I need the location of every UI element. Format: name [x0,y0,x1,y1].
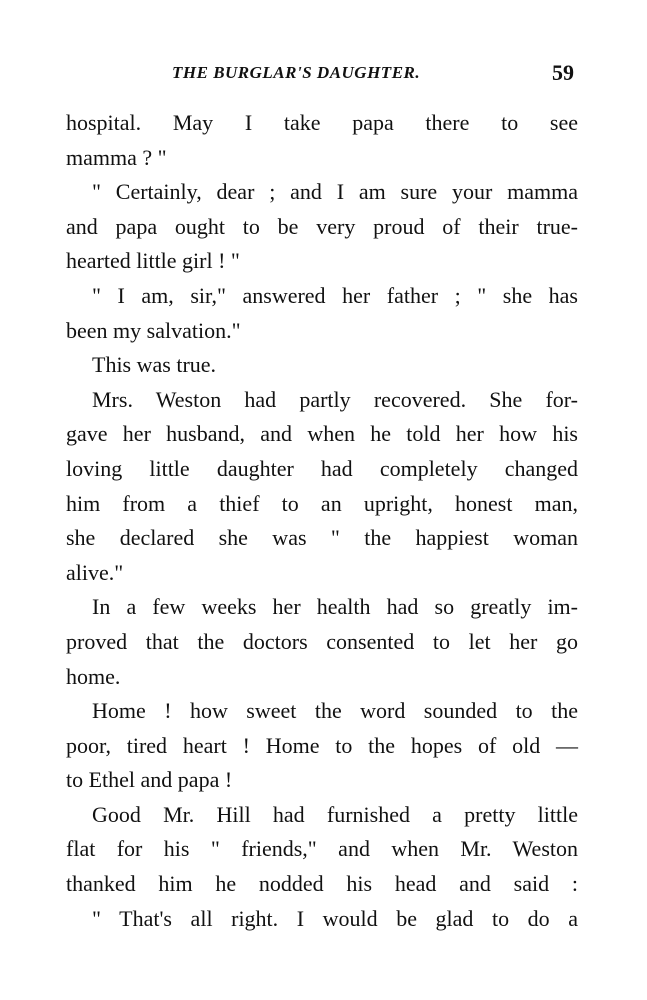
text-line: loving little daughter had completely changed [66,455,578,481]
text-line: to Ethel and papa ! [66,767,233,793]
text-line: mamma ? " [66,144,167,170]
text-line: Mrs. Weston had partly recovered. She for- [92,386,578,412]
text-line: gave her husband, and when he told her how his [66,421,578,447]
text-line: " Certainly, dear ; and I am sure your mamma [92,179,578,205]
text-line: him from a thief to an upright, honest man, [66,490,578,516]
text-line: hospital. May I take papa there to see [66,110,578,135]
text-line: In a few weeks her health had so greatly im- [92,594,578,620]
text-line: thanked him he nodded his head and said : [66,871,578,897]
text-line: " That's all right. I would be glad to do a [92,905,578,931]
text-line: home. [66,663,121,689]
page-number: 59 [552,60,574,85]
text-line: flat for his " friends," and when Mr. Weston [66,836,578,862]
running-title: THE BURGLAR'S DAUGHTER. [172,63,421,82]
body-text [66,106,578,936]
text-line: poor, tired heart ! Home to the hopes of old — [66,732,578,758]
text-line: This was true. [92,352,217,378]
text-line: hearted little girl ! " [66,248,240,274]
running-header [60,56,580,90]
text-line: proved that the doctors consented to let her go [66,628,578,654]
text-line: she declared she was " the happiest woman [66,525,578,551]
text-line: alive." [66,559,124,585]
text-line: " I am, sir," answered her father ; " she has [92,282,578,308]
text-line: been my salvation." [66,317,241,343]
text-line: Good Mr. Hill had furnished a pretty little [92,801,578,827]
text-line: Home ! how sweet the word sounded to the [92,698,578,724]
text-line: and papa ought to be very proud of their true- [66,213,578,239]
